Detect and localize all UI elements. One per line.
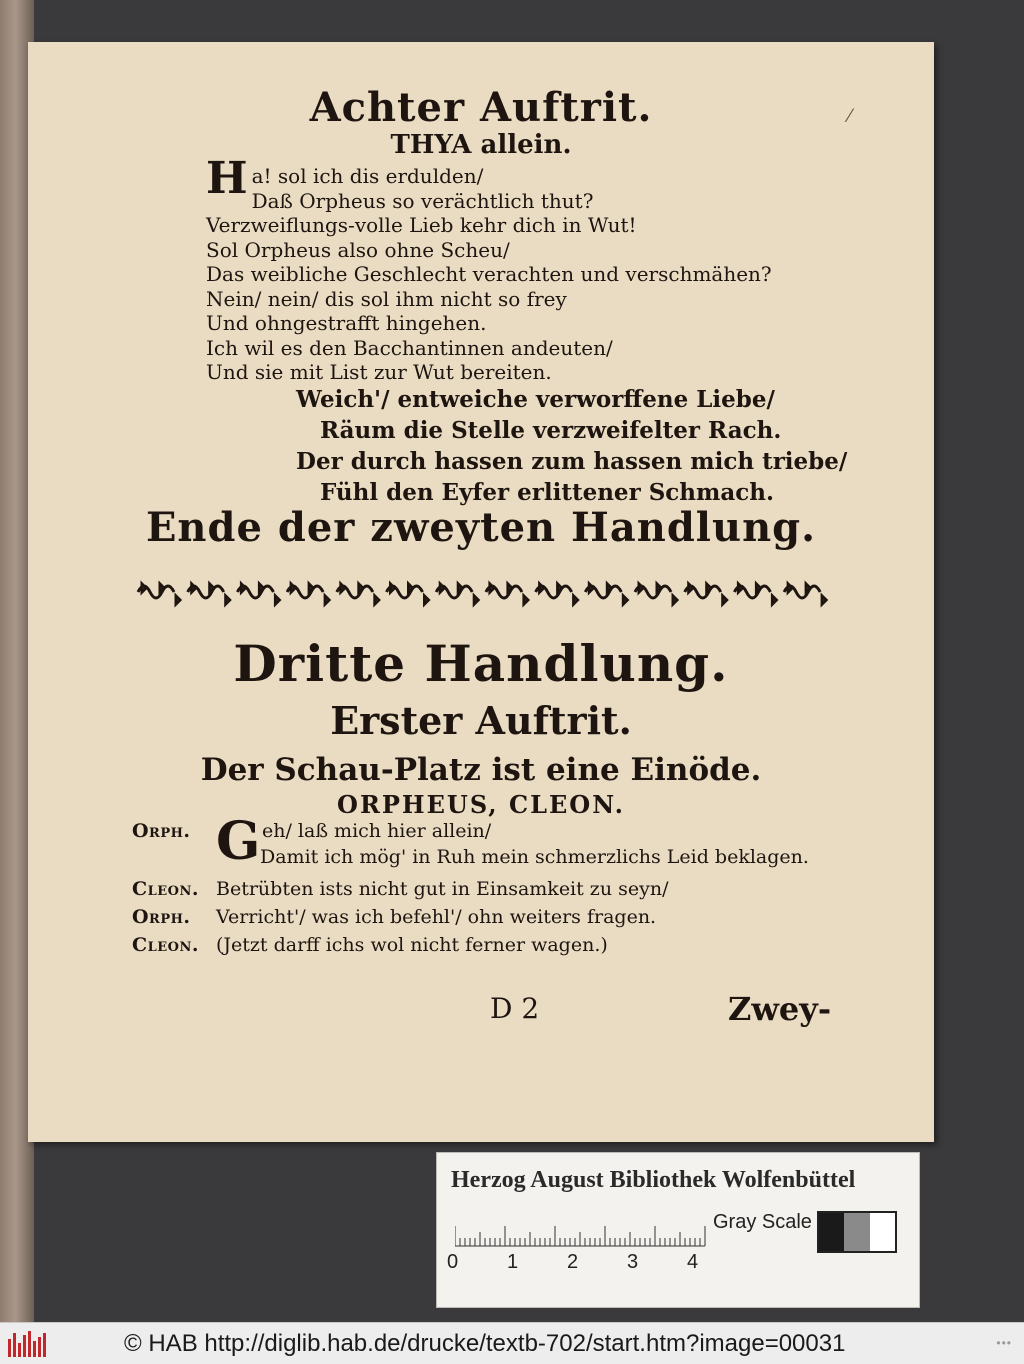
book-page: [28, 42, 934, 1142]
ruler-number: 0: [447, 1251, 459, 1273]
scene-setting: Der Schau-Platz ist eine Einöde.: [200, 752, 762, 788]
dialogue-text: (Jetzt darff ichs wol nicht ferner wagen.): [216, 934, 608, 956]
ornament-motif: [337, 584, 379, 604]
verse-line: Ich wil es den Bacchantinnen andeuten/: [206, 335, 613, 360]
dialogue-text: eh/ laß mich hier allein/: [262, 820, 492, 842]
drop-cap: H: [206, 153, 248, 204]
speaker: Orph.: [132, 820, 191, 842]
verse-line: a! sol ich dis erdulden/: [251, 164, 484, 188]
dialogue-text: Damit ich mög' in Ruh mein schmerzlichs Leid beklagen.: [260, 846, 809, 868]
ornament-motif: [387, 584, 429, 604]
scene-character: THYA allein.: [390, 130, 572, 160]
ornament-motif: [436, 584, 478, 604]
page-foot: [28, 992, 934, 1032]
drop-cap: G: [216, 811, 261, 872]
gray-patch-mid: [844, 1213, 869, 1251]
ornament-motif: [585, 584, 627, 604]
scene-title: Achter Auftrit.: [309, 84, 653, 131]
gray-patch-light: [870, 1213, 895, 1251]
ruler-numbers: [447, 1251, 747, 1275]
verse-line: Und sie mit List zur Wut bereiten.: [206, 360, 552, 384]
verse-line: Nein/ nein/ dis sol ihm nicht so frey: [206, 286, 567, 311]
aria-line: Der durch hassen zum hassen mich triebe/: [296, 448, 848, 475]
ruler-number: 2: [567, 1251, 579, 1273]
pencil-mark: ⁄: [848, 106, 852, 127]
ornament-motif: [287, 584, 329, 604]
speaker: Cleon.: [132, 878, 199, 900]
dialogue: [132, 811, 852, 962]
speaker: Orph.: [132, 906, 191, 928]
gray-patch-dark: [819, 1213, 844, 1251]
footer-dots: •••: [996, 1336, 1012, 1350]
ornament-rule: [132, 576, 828, 608]
ruler-scale: [455, 1211, 725, 1247]
logo-bar: [13, 1333, 16, 1357]
ruler-number: 3: [627, 1251, 639, 1273]
dialogue-line: [132, 878, 852, 906]
dialogue-text: Verricht'/ was ich befehl'/ ohn weiters fragen.: [216, 906, 657, 928]
scene-title-2: Erster Auftrit.: [330, 698, 632, 743]
ornament-motif: [734, 584, 776, 604]
logo-bar: [33, 1341, 36, 1357]
catchword: Zwey-: [728, 990, 832, 1028]
ornament-motif: [188, 584, 230, 604]
act-title: Dritte Handlung.: [233, 634, 729, 693]
footer-bar: [0, 1322, 1024, 1364]
logo-bar: [38, 1337, 41, 1357]
copyright-url[interactable]: © HAB http://diglib.hab.de/drucke/textb-702/start.htm?image=00031: [124, 1330, 846, 1357]
logo-bar: [18, 1343, 21, 1357]
verse-line: Sol Orpheus also ohne Scheu/: [206, 237, 510, 262]
aria-line: Fühl den Eyfer erlittener Schmach.: [320, 479, 775, 506]
ornament-motif: [237, 584, 279, 604]
cast-list: ORPHEUS, CLEON.: [337, 790, 625, 819]
logo-bar: [43, 1333, 46, 1357]
signature-mark: D 2: [490, 992, 540, 1025]
speaker: Cleon.: [132, 934, 199, 956]
ornament-motif: [486, 584, 528, 604]
verse-line: Verzweiflungs-volle Lieb kehr dich in Wut!: [206, 213, 637, 237]
ruler-number: 4: [687, 1251, 699, 1273]
dialogue-line: [132, 811, 852, 878]
logo-bar: [23, 1335, 26, 1357]
ornament-motif: [138, 584, 180, 604]
color-scale-card: [436, 1152, 920, 1308]
dialogue-text: Betrübten ists nicht gut in Einsamkeit zu seyn/: [216, 878, 669, 900]
recitative-verse: [206, 153, 772, 385]
hab-logo-icon: [8, 1331, 48, 1357]
ornament-motif: [536, 584, 578, 604]
aria-line: Räum die Stelle verzweifelter Rach.: [320, 417, 782, 444]
ornament-motif: [685, 584, 727, 604]
ornament-motif: [784, 584, 826, 604]
dialogue-line: [132, 934, 852, 962]
logo-bar: [28, 1331, 31, 1357]
ornament-motif: [635, 584, 677, 604]
dialogue-line: [132, 906, 852, 934]
act-end-heading: Ende der zweyten Handlung.: [145, 504, 817, 551]
verse-line: Und ohngestrafft hingehen.: [206, 311, 487, 335]
verse-line: Das weibliche Geschlecht verachten und verschmähen?: [206, 262, 772, 286]
verse-line: Daß Orpheus so verächtlich thut?: [251, 188, 594, 213]
aria-verse: [296, 384, 847, 508]
gray-scale-patches: [817, 1211, 897, 1253]
ruler-number: 1: [507, 1251, 519, 1273]
library-name: Herzog August Bibliothek Wolfenbüttel: [451, 1167, 856, 1193]
logo-bar: [8, 1339, 11, 1357]
aria-line: Weich'/ entweiche verworffene Liebe/: [296, 386, 775, 413]
gray-scale-label: Gray Scale: [713, 1211, 812, 1233]
